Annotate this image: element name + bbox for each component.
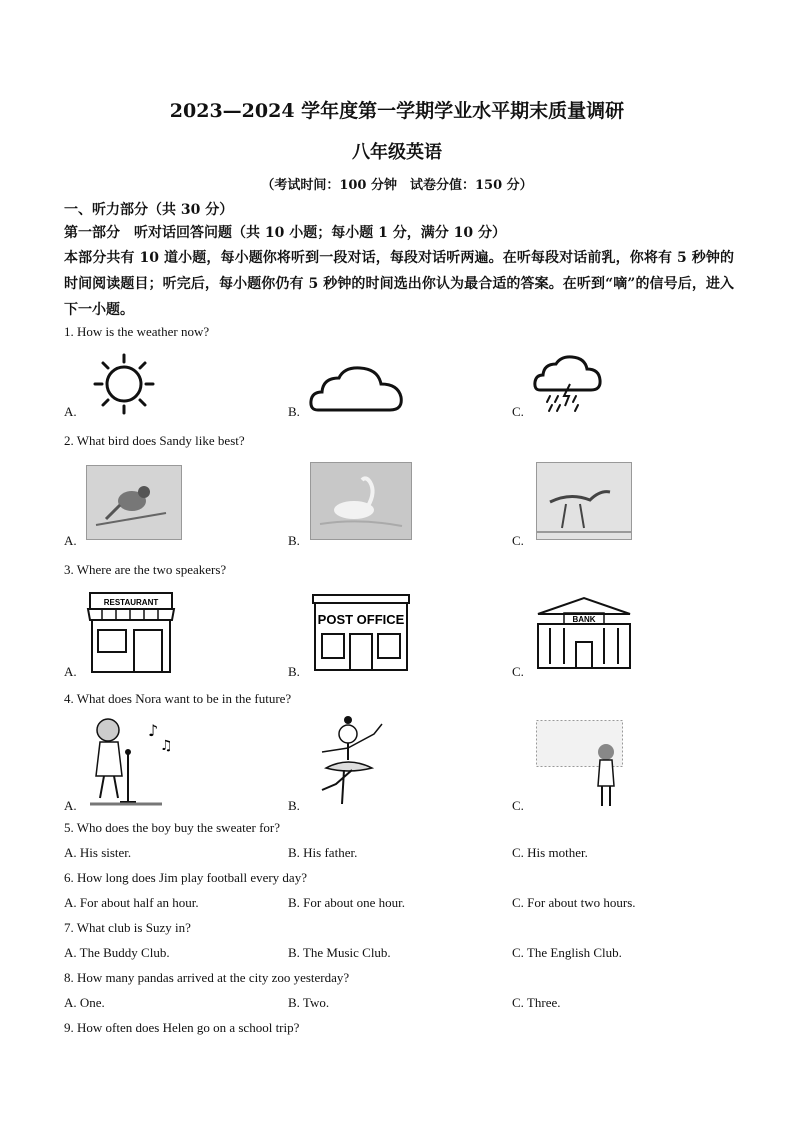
- q7-option-b: B. The Music Club.: [288, 945, 391, 960]
- post-office-sign: POST OFFICE: [317, 612, 405, 627]
- painter-icon: [536, 720, 632, 810]
- question-5: 5. Who does the boy buy the sweater for?: [64, 820, 281, 835]
- question-7: 7. What club is Suzy in?: [64, 920, 191, 935]
- q1-option-b: B.: [288, 404, 300, 419]
- q1-option-c: C.: [512, 404, 524, 419]
- question-9: 9. How often does Helen go on a school trip?: [64, 1020, 300, 1035]
- question-2: 2. What bird does Sandy like best?: [64, 433, 245, 448]
- cloud-icon: [308, 364, 410, 416]
- q6-option-c: C. For about two hours.: [512, 895, 636, 910]
- question-3: 3. Where are the two speakers?: [64, 562, 227, 577]
- crane-photo: [536, 462, 632, 540]
- q5-option-b: B. His father.: [288, 845, 358, 860]
- q2-option-c: C.: [512, 533, 524, 548]
- bank-icon: [534, 596, 634, 672]
- q3-option-c: C.: [512, 664, 524, 679]
- sparrow-photo: [86, 465, 182, 540]
- q2-option-b: B.: [288, 533, 300, 548]
- q8-option-a: A. One.: [64, 995, 105, 1010]
- svg-text:♫: ♫: [160, 738, 173, 754]
- singer-icon: [82, 714, 178, 810]
- q3-option-b: B.: [288, 664, 300, 679]
- restaurant-icon: [86, 590, 176, 674]
- question-1: 1. How is the weather now?: [64, 324, 210, 339]
- q1-option-a: A.: [64, 404, 77, 419]
- sun-icon: [86, 352, 162, 416]
- music-note-icon: ♪: [148, 721, 159, 740]
- q2-option-a: A.: [64, 533, 77, 548]
- q3-option-a: A.: [64, 664, 77, 679]
- part-heading: 第一部分 听对话回答问题（共 10 小题；每小题 1 分，满分 10 分）: [64, 225, 506, 241]
- q5-option-a: A. His sister.: [64, 845, 132, 860]
- exam-meta: （考试时间：100 分钟 试卷分值：150 分）: [261, 178, 533, 193]
- q6-option-a: A. For about half an hour.: [64, 895, 199, 910]
- rain-cloud-icon: [532, 354, 604, 416]
- q8-option-c: C. Three.: [512, 995, 561, 1010]
- exam-title: 2023—2024 学年度第一学期学业水平期末质量调研: [169, 100, 625, 122]
- q8-option-b: B. Two.: [288, 995, 330, 1010]
- question-4: 4. What does Nora want to be in the future?: [64, 691, 292, 706]
- q6-option-b: B. For about one hour.: [288, 895, 405, 910]
- bank-sign: BANK: [572, 615, 596, 624]
- restaurant-sign: RESTAURANT: [103, 598, 159, 607]
- q4-option-b: B.: [288, 798, 300, 813]
- q4-option-c: C.: [512, 798, 524, 813]
- section-heading: 一、听力部分（共 30 分）: [64, 202, 234, 218]
- q4-option-a: A.: [64, 798, 77, 813]
- section-intro: 本部分共有 10 道小题，每小题你将听到一段对话，每段对话听两遍。在听每段对话前乳，你将有 5 秒钟的时间阅读题目；听完后，每小题你仍有 5 秒钟的时间选出你认为最合适的答案。在听到“嘀”的信号后，进入下一小题。: [64, 250, 734, 318]
- exam-subtitle: 八年级英语: [352, 142, 442, 163]
- q7-option-a: A. The Buddy Club.: [64, 945, 170, 960]
- question-6: 6. How long does Jim play football every day?: [64, 870, 307, 885]
- swan-photo: [310, 462, 412, 540]
- question-8: 8. How many pandas arrived at the city zoo yesterday?: [64, 970, 350, 985]
- post-office-icon: [310, 592, 412, 672]
- dancer-icon: [312, 712, 388, 810]
- q7-option-c: C. The English Club.: [512, 945, 622, 960]
- q5-option-c: C. His mother.: [512, 845, 588, 860]
